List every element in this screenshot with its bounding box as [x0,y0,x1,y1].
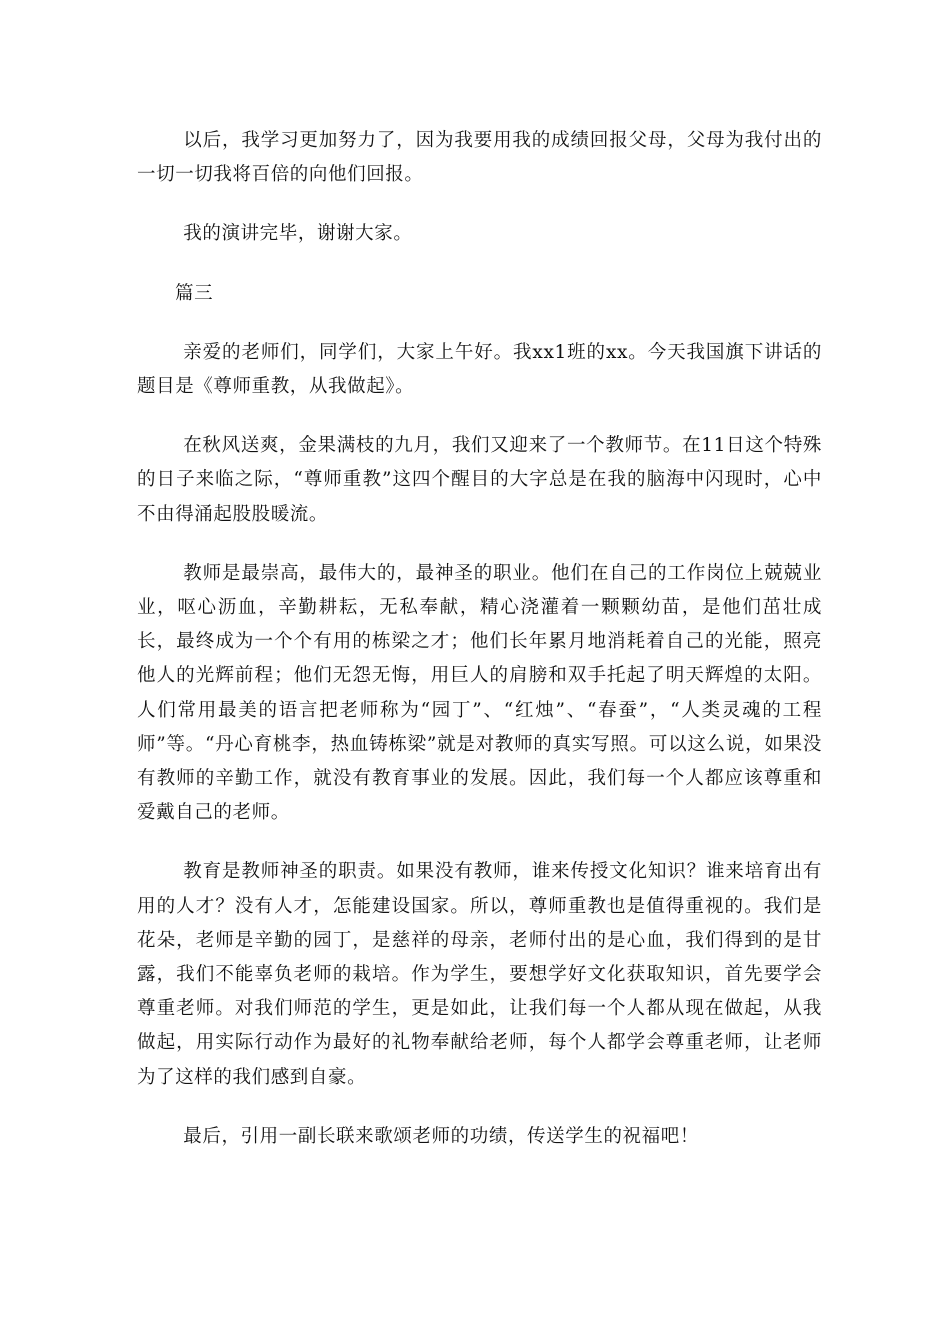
paragraph-greeting: 亲爱的老师们，同学们，大家上午好。我xx1班的xx。今天我国旗下讲话的题目是《尊师重教，从我做起》。 [137,341,822,398]
section-heading: 篇三 [175,282,214,304]
paragraph-teacher-profession: 教师是最崇高，最伟大的，最神圣的职业。他们在自己的工作岗位上兢兢业业，呕心沥血，辛勤耕耘，无私奉献，精心浇灌着一颗颗幼苗，是他们茁壮成长，最终成为一个个有用的栋梁之才；他们长年累月地消耗着自己的光能，照亮他人的光辉前程；他们无怨无悔，用巨人的肩膀和双手托起了明天辉煌的太阳。人们常用最美的语言把老师称为“园丁”、“红烛”、“春蚕”，“人类灵魂的工程师”等。“丹心育桃李，热血铸栋梁”就是对教师的真实写照。可以这么说，如果没有教师的辛勤工作，就没有教育事业的发展。因此，我们每一个人都应该尊重和爱戴自己的老师。 [137,562,822,824]
paragraph-education-duty: 教育是教师神圣的职责。如果没有教师，谁来传授文化知识？谁来培育出有用的人才？没有人才，怎能建设国家。所以，尊师重教也是值得重视的。我们是花朵，老师是辛勤的园丁，是慈祥的母亲，老师付出的是心血，我们得到的是甘露，我们不能辜负老师的栽培。作为学生，要想学好文化获取知识，首先要学会尊重老师。对我们师范的学生，更是如此，让我们每一个人都从现在做起，从我做起，用实际行动作为最好的礼物奉献给老师，每个人都学会尊重老师，让老师为了这样的我们感到自豪。 [137,861,822,1088]
paragraph-teachers-day: 在秋风送爽，金果满枝的九月，我们又迎来了一个教师节。在11日这个特殊的日子来临之际，“尊师重教”这四个醒目的大字总是在我的脑海中闪现时，心中不由得涌起股股暖流。 [137,435,822,525]
paragraph-study-harder: 以后，我学习更加努力了，因为我要用我的成绩回报父母，父母为我付出的一切一切我将百倍的向他们回报。 [137,130,822,186]
paragraph-speech-end: 我的演讲完毕，谢谢大家。 [183,223,413,245]
paragraph-closing: 最后，引用一副长联来歌颂老师的功绩，传送学生的祝福吧！ [183,1125,699,1147]
document-body [137,124,822,1179]
